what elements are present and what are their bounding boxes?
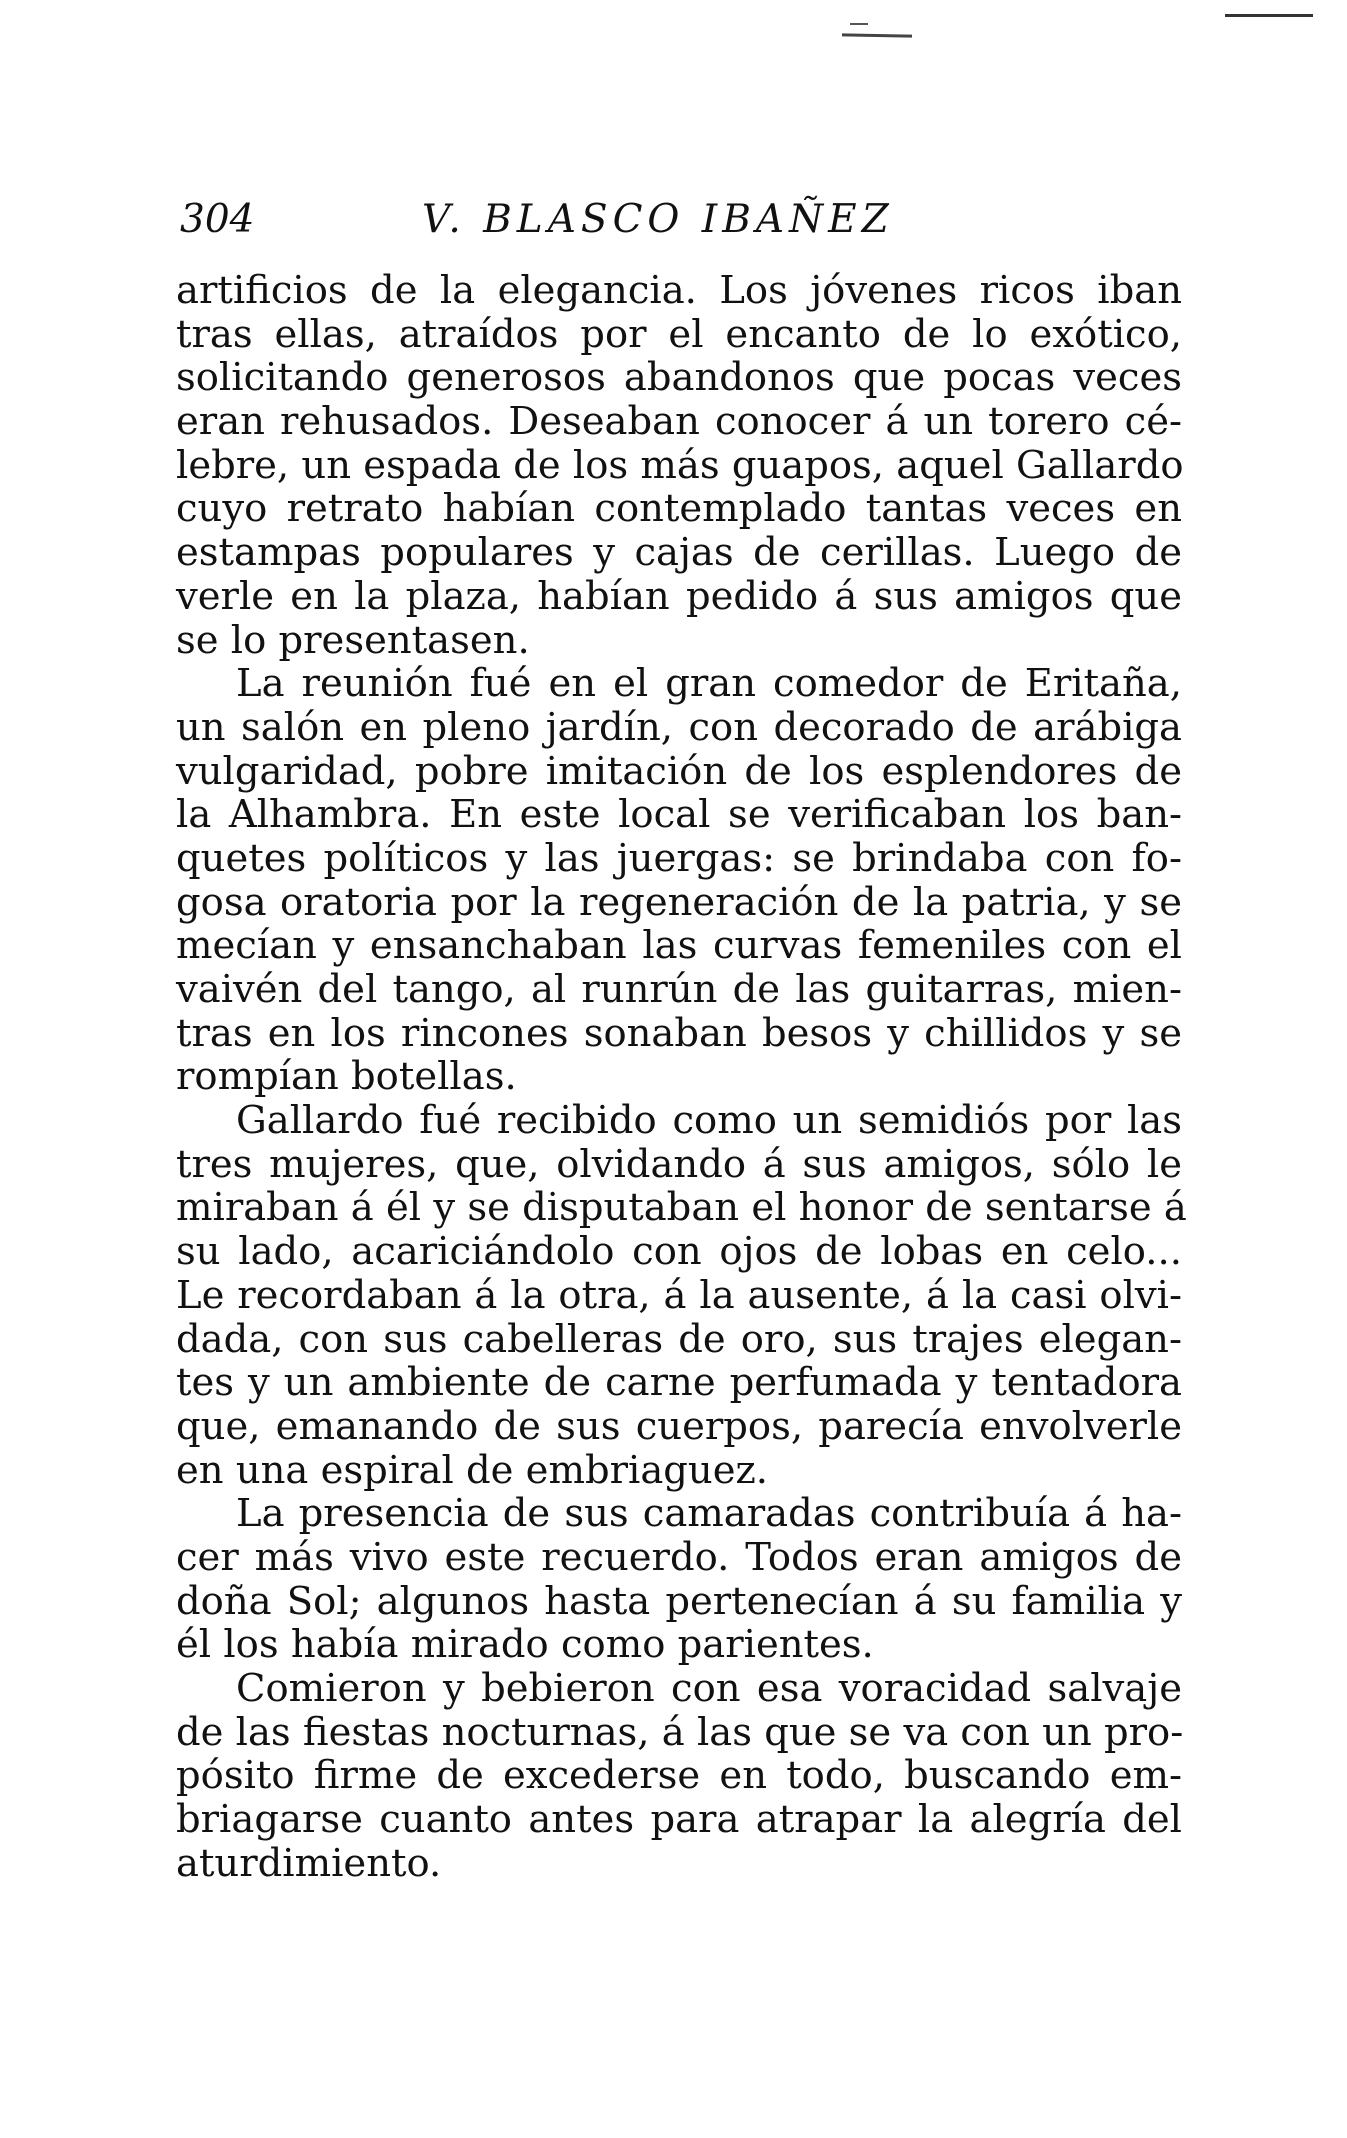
- text-line: La reunión fué en el gran comedor de Eritaña,: [236, 661, 1182, 707]
- text-line: quetes políticos y las juergas: se brindaba con fo-: [176, 835, 1182, 881]
- page-number: 304: [180, 197, 255, 242]
- running-header: [180, 190, 1180, 250]
- text-line: dada, con sus cabelleras de oro, sus trajes elegan-: [176, 1316, 1182, 1362]
- text-line: Gallardo fué recibido como un semidiós por las: [236, 1098, 1182, 1144]
- body-text: [176, 268, 1187, 1886]
- text-line: su lado, acariciándolo con ojos de lobas en celo...: [176, 1229, 1182, 1275]
- text-line: rompían botellas.: [176, 1054, 517, 1100]
- text-line: la Alhambra. En este local se verificaban los ban-: [176, 792, 1182, 838]
- text-line: eran rehusados. Deseaban conocer á un torero cé-: [176, 399, 1182, 445]
- text-line: en una espiral de embriaguez.: [176, 1447, 769, 1493]
- text-line: un salón en pleno jardín, con decorado de arábiga: [176, 704, 1182, 750]
- text-line: cuyo retrato habían contemplado tantas veces en: [176, 486, 1182, 532]
- top-rule-mark: [842, 33, 912, 37]
- top-rule-mark: [1225, 14, 1313, 17]
- text-line: vaivén del tango, al runrún de las guitarras, mien-: [176, 967, 1182, 1012]
- text-line: solicitando generosos abandonos que pocas veces: [176, 355, 1182, 401]
- text-line: briagarse cuanto antes para atrapar la alegría del: [176, 1797, 1182, 1843]
- text-line: mecían y ensanchaban las curvas femeniles con el: [176, 923, 1182, 969]
- text-line: pósito firme de excederse en todo, buscando em-: [176, 1753, 1182, 1799]
- text-line: él los había mirado como parientes.: [176, 1622, 874, 1668]
- text-line: Comieron y bebieron con esa voracidad salvaje: [236, 1666, 1182, 1711]
- text-line: verle en la plaza, habían pedido á sus amigos que: [176, 573, 1182, 619]
- text-line: aturdimiento.: [176, 1840, 442, 1886]
- text-line: estampas populares y cajas de cerillas. Luego de: [176, 530, 1182, 576]
- text-line: miraban á él y se disputaban el honor de sentarse á: [176, 1185, 1187, 1231]
- text-line: se lo presentasen.: [176, 617, 530, 663]
- text-line: doña Sol; algunos hasta pertenecían á su familia y: [176, 1578, 1182, 1624]
- text-line: de las fiestas nocturnas, á las que se va con un pro-: [176, 1709, 1184, 1755]
- text-line: artificios de la elegancia. Los jóvenes ricos iban: [176, 268, 1182, 313]
- text-line: tras en los rincones sonaban besos y chillidos y se: [176, 1010, 1182, 1056]
- top-rule-mark: [850, 23, 868, 25]
- text-line: tes y un ambiente de carne perfumada y tentadora: [176, 1360, 1182, 1406]
- text-line: Le recordaban á la otra, á la ausente, á la casi olvi-: [176, 1272, 1182, 1318]
- text-line: cer más vivo este recuerdo. Todos eran amigos de: [176, 1534, 1182, 1580]
- text-line: vulgaridad, pobre imitación de los esplendores de: [176, 748, 1182, 794]
- text-line: gosa oratoria por la regeneración de la patria, y se: [176, 879, 1182, 925]
- text-line: lebre, un espada de los más guapos, aquel Gallardo: [176, 442, 1184, 488]
- text-line: La presencia de sus camaradas contribuía á ha-: [236, 1491, 1182, 1537]
- text-line: tras ellas, atraídos por el encanto de lo exótico,: [176, 311, 1182, 357]
- text-line: que, emanando de sus cuerpos, parecía envolverle: [176, 1403, 1182, 1449]
- text-line: tres mujeres, que, olvidando á sus amigos, sólo le: [176, 1141, 1182, 1187]
- running-title: V. BLASCO IBAÑEZ: [422, 197, 894, 242]
